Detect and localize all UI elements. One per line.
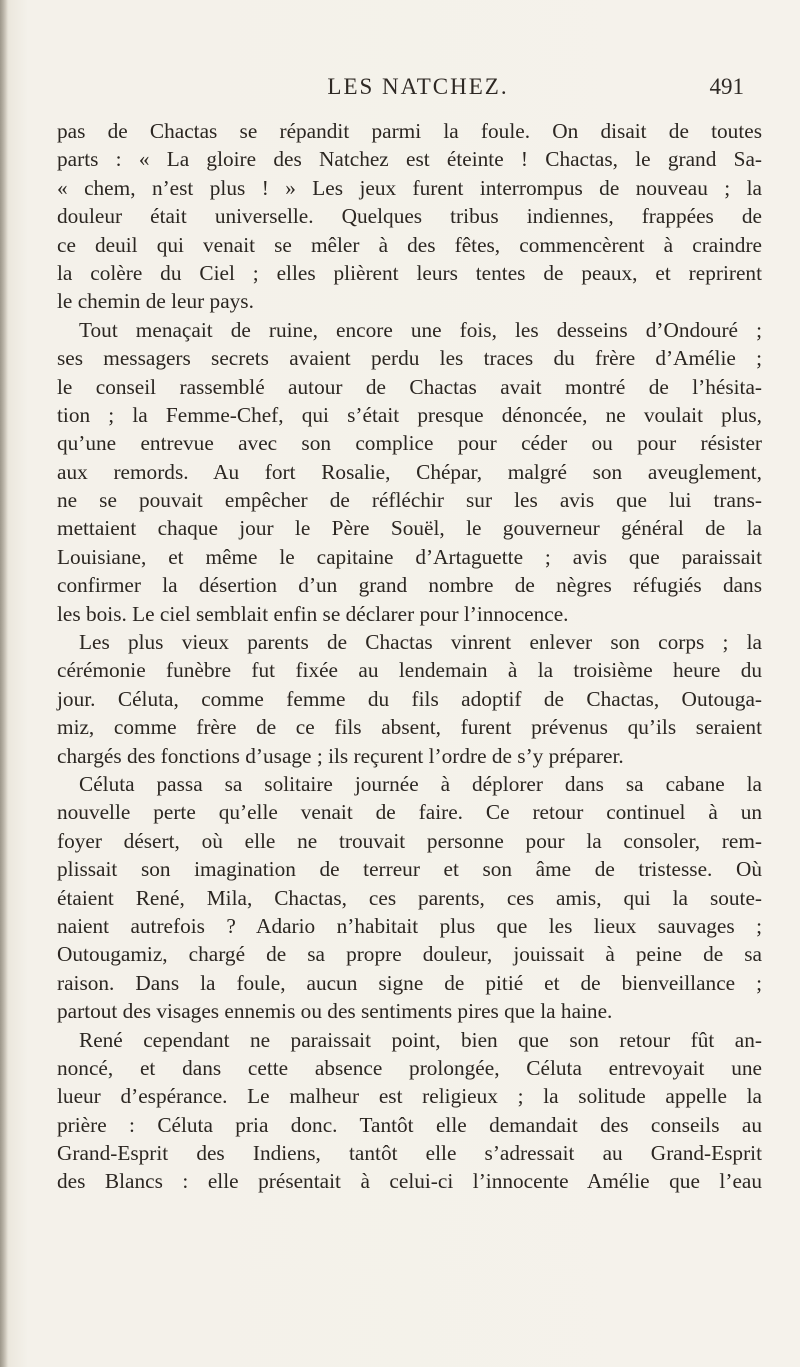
text-line: les bois. Le ciel semblait enfin se déclarer pour l’innocence. xyxy=(57,601,569,626)
text-line: prière : Céluta pria donc. Tantôt elle demandait des conseils au xyxy=(57,1112,762,1137)
text-line: René cependant ne paraissait point, bien que son retour fût an- xyxy=(79,1027,762,1052)
text-line: mettaient chaque jour le Père Souël, le gouverneur général de la xyxy=(57,516,762,541)
text-line: Céluta passa sa solitaire journée à déplorer dans sa cabane la xyxy=(79,771,762,796)
text-line: étaient René, Mila, Chactas, ces parents, ces amis, qui la soute- xyxy=(57,885,762,910)
text-line: jour. Céluta, comme femme du fils adoptif de Chactas, Outouga- xyxy=(57,686,762,711)
text-line: Louisiane, et même le capitaine d’Artaguette ; avis que paraissait xyxy=(57,544,762,569)
running-title: LES NATCHEZ. xyxy=(327,74,509,99)
text-line: le conseil rassemblé autour de Chactas avait montré de l’hésita- xyxy=(57,374,762,399)
text-line: Grand-Esprit des Indiens, tantôt elle s’adressait au Grand-Esprit xyxy=(57,1141,762,1166)
text-line: lueur d’espérance. Le malheur est religieux ; la solitude appelle la xyxy=(57,1084,762,1109)
text-line: chargés des fonctions d’usage ; ils reçurent l’ordre de s’y préparer. xyxy=(57,743,624,768)
text-line: parts : « La gloire des Natchez est éteinte ! Chactas, le grand Sa- xyxy=(57,147,762,172)
text-line: ne se pouvait empêcher de réfléchir sur les avis que lui trans- xyxy=(57,488,762,513)
text-line: foyer désert, où elle ne trouvait personne pour la consoler, rem- xyxy=(57,828,762,853)
text-line: Les plus vieux parents de Chactas vinrent enlever son corps ; la xyxy=(79,630,762,655)
text-line: miz, comme frère de ce fils absent, furent prévenus qu’ils seraient xyxy=(57,715,762,740)
text-line: qu’une entrevue avec son complice pour céder ou pour résister xyxy=(57,431,762,456)
text-line: raison. Dans la foule, aucun signe de pitié et de bienveillance ; xyxy=(57,970,762,995)
text-line: cérémonie funèbre fut fixée au lendemain à la troisième heure du xyxy=(57,658,762,683)
spine-shadow xyxy=(0,0,8,1367)
text-line: partout des visages ennemis ou des sentiments pires que la haine. xyxy=(57,999,613,1024)
body-text xyxy=(57,117,762,1196)
text-line: douleur était universelle. Quelques tribus indiennes, frappées de xyxy=(57,204,762,229)
text-line: le chemin de leur pays. xyxy=(57,289,254,314)
text-line: pas de Chactas se répandit parmi la foule. On disait de toutes xyxy=(57,119,762,143)
text-line: confirmer la désertion d’un grand nombre de nègres réfugiés dans xyxy=(57,573,762,598)
page-header xyxy=(92,74,744,104)
text-line: ses messagers secrets avaient perdu les traces du frère d’Amélie ; xyxy=(57,346,762,371)
text-line: Outougamiz, chargé de sa propre douleur, jouissait à peine de sa xyxy=(57,942,762,967)
text-line: nouvelle perte qu’elle venait de faire. Ce retour continuel à un xyxy=(57,800,762,825)
text-line: Tout menaçait de ruine, encore une fois, les desseins d’Ondouré ; xyxy=(79,317,762,342)
text-line: plissait son imagination de terreur et son âme de tristesse. Où xyxy=(57,857,762,882)
text-line: ce deuil qui venait se mêler à des fêtes, commencèrent à craindre xyxy=(57,232,762,257)
text-line: naient autrefois ? Adario n’habitait plus que les lieux sauvages ; xyxy=(57,913,762,938)
text-line: « chem, n’est plus ! » Les jeux furent interrompus de nouveau ; la xyxy=(57,175,762,200)
text-line: la colère du Ciel ; elles plièrent leurs tentes de peaux, et reprirent xyxy=(57,260,762,285)
text-line: des Blancs : elle présentait à celui-ci l’innocente Amélie que l’eau xyxy=(57,1169,762,1194)
text-line: aux remords. Au fort Rosalie, Chépar, malgré son aveuglement, xyxy=(57,459,762,484)
text-line: tion ; la Femme-Chef, qui s’était presque dénoncée, ne voulait plus, xyxy=(57,402,762,427)
page-number: 491 xyxy=(709,74,744,99)
text-line: noncé, et dans cette absence prolongée, Céluta entrevoyait une xyxy=(57,1055,762,1080)
